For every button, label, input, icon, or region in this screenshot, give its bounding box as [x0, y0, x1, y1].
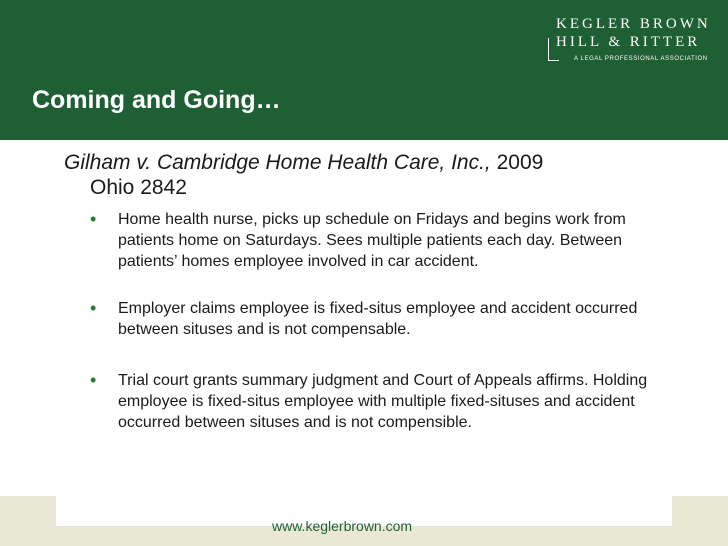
bullet-text: Trial court grants summary judgment and Court of Appeals affirms. Holding employee is fixed-situs employee with multiple fixed-situses and accident occurred between situses and is not compensible. [118, 372, 648, 431]
bullet-dot-icon: • [90, 370, 97, 390]
bullet-text: Employer claims employee is fixed-situs employee and accident occurred between situses and is not compensable. [118, 300, 638, 338]
bullet-dot-icon: • [90, 298, 97, 318]
footer-url-link[interactable]: www.keglerbrown.com [272, 518, 413, 534]
case-citation [64, 150, 684, 200]
bullet-text: Home health nurse, picks up schedule on Fridays and begins work from patients home on Saturdays. Sees multiple patients each day. Between patients’ homes employee involved in car accident. [118, 211, 626, 270]
logo-line-1: KEGLER BROWN [556, 16, 711, 32]
case-name: Gilham v. Cambridge Home Health Care, Inc., [64, 151, 491, 174]
case-cite-reporter: Ohio 2842 [90, 176, 187, 199]
logo-line-2: HILL & RITTER [556, 34, 701, 50]
logo-tagline: A LEGAL PROFESSIONAL ASSOCIATION [574, 56, 708, 62]
bullet-dot-icon: • [90, 209, 97, 229]
slide-title: Coming and Going… [32, 86, 281, 114]
case-cite-year: 2009 [496, 151, 544, 174]
